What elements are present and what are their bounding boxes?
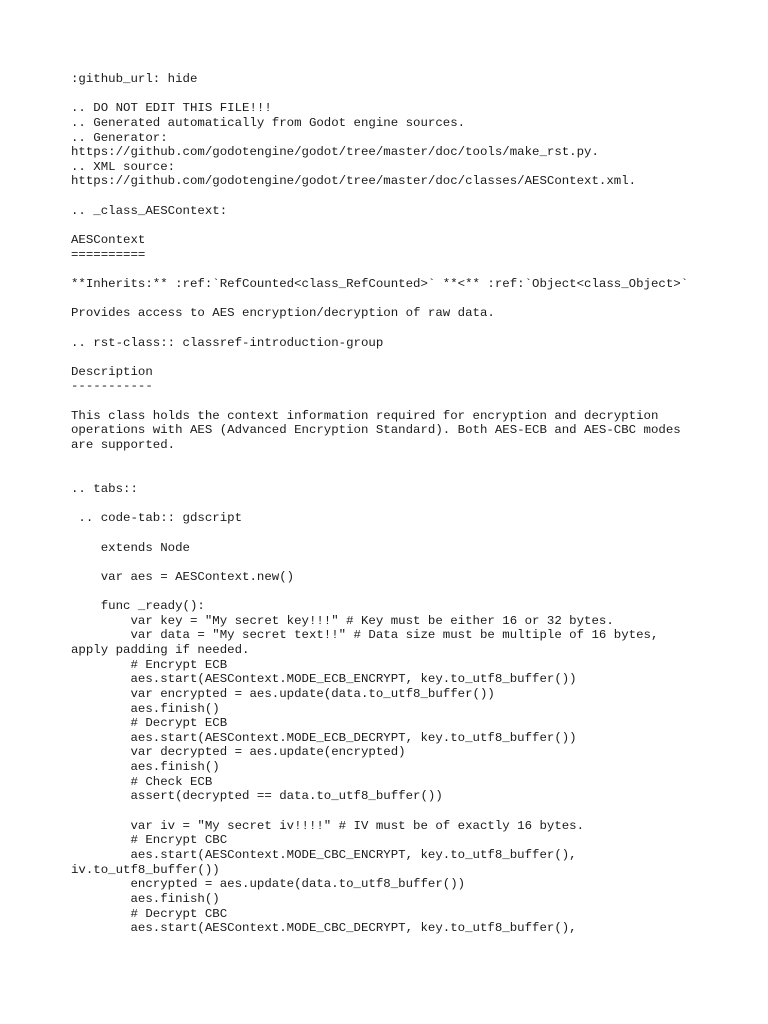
text-line: var iv = "My secret iv!!!!" # IV must be of exactly 16 bytes. xyxy=(71,818,585,833)
text-line: AESContext xyxy=(71,233,146,248)
text-line: func _ready(): xyxy=(71,599,205,614)
text-line xyxy=(71,292,751,307)
text-line xyxy=(71,189,751,204)
text-line: are supported. xyxy=(71,438,176,453)
text-line xyxy=(71,218,751,233)
text-line: aes.start(AESContext.MODE_CBC_DECRYPT, key.to_utf8_buffer(), xyxy=(71,921,577,936)
text-line xyxy=(71,350,751,365)
text-line: .. DO NOT EDIT THIS FILE!!! xyxy=(71,101,272,116)
text-line xyxy=(71,467,751,482)
text-line xyxy=(71,584,751,599)
text-line: # Decrypt CBC xyxy=(71,906,228,921)
text-line xyxy=(71,262,751,277)
text-line: apply padding if needed. xyxy=(71,642,250,657)
text-line xyxy=(71,804,751,819)
text-line: This class holds the context information required for encryption and decryption xyxy=(71,408,659,423)
text-line: var key = "My secret key!!!" # Key must be either 16 or 32 bytes. xyxy=(71,613,614,628)
text-line: Provides access to AES encryption/decryption of raw data. xyxy=(71,306,495,321)
text-line: ----------- xyxy=(71,379,153,394)
text-line: var data = "My secret text!!" # Data size must be multiple of 16 bytes, xyxy=(71,628,659,643)
text-line: .. XML source: xyxy=(71,159,176,174)
text-line: .. Generator: xyxy=(71,130,168,145)
text-line xyxy=(71,526,751,541)
text-line: .. rst-class:: classref-introduction-group xyxy=(71,335,384,350)
text-line: https://github.com/godotengine/godot/tree/master/doc/classes/AESContext.xml. xyxy=(71,174,637,189)
text-line: aes.finish() xyxy=(71,891,220,906)
text-line: :github_url: hide xyxy=(71,72,198,86)
text-line: aes.start(AESContext.MODE_ECB_ENCRYPT, key.to_utf8_buffer()) xyxy=(71,672,577,687)
text-line: extends Node xyxy=(71,540,190,555)
text-line xyxy=(71,321,751,336)
text-line: assert(decrypted == data.to_utf8_buffer()) xyxy=(71,789,443,804)
text-line xyxy=(71,394,751,409)
text-line: # Encrypt ECB xyxy=(71,657,228,672)
text-line: var aes = AESContext.new() xyxy=(71,569,295,584)
text-line: aes.finish() xyxy=(71,760,220,775)
text-line xyxy=(71,87,751,102)
text-line: .. _class_AESContext: xyxy=(71,203,228,218)
text-line: Description xyxy=(71,364,153,379)
text-line: # Encrypt CBC xyxy=(71,833,228,848)
text-line: aes.start(AESContext.MODE_CBC_ENCRYPT, key.to_utf8_buffer(), xyxy=(71,847,577,862)
text-line: var decrypted = aes.update(encrypted) xyxy=(71,745,406,760)
text-line: **Inherits:** :ref:`RefCounted<class_RefCounted>` **<** :ref:`Object<class_Object>` xyxy=(71,276,689,291)
text-line: .. tabs:: xyxy=(71,481,138,496)
text-line: ========== xyxy=(71,247,146,262)
text-line: .. Generated automatically from Godot engine sources. xyxy=(71,115,466,130)
text-line: var encrypted = aes.update(data.to_utf8_buffer()) xyxy=(71,686,495,701)
text-line: iv.to_utf8_buffer()) xyxy=(71,862,220,877)
text-line xyxy=(71,497,751,512)
text-line: .. code-tab:: gdscript xyxy=(71,511,243,526)
text-line: operations with AES (Advanced Encryption Standard). Both AES-ECB and AES-CBC modes xyxy=(71,423,681,438)
text-line: aes.finish() xyxy=(71,701,220,716)
text-line: aes.start(AESContext.MODE_ECB_DECRYPT, key.to_utf8_buffer()) xyxy=(71,730,577,745)
document-text xyxy=(71,72,751,936)
text-line: encrypted = aes.update(data.to_utf8_buffer()) xyxy=(71,877,466,892)
text-line xyxy=(71,453,751,468)
text-line xyxy=(71,555,751,570)
text-line: # Decrypt ECB xyxy=(71,716,228,731)
text-line: # Check ECB xyxy=(71,774,213,789)
text-line: https://github.com/godotengine/godot/tree/master/doc/tools/make_rst.py. xyxy=(71,145,599,160)
